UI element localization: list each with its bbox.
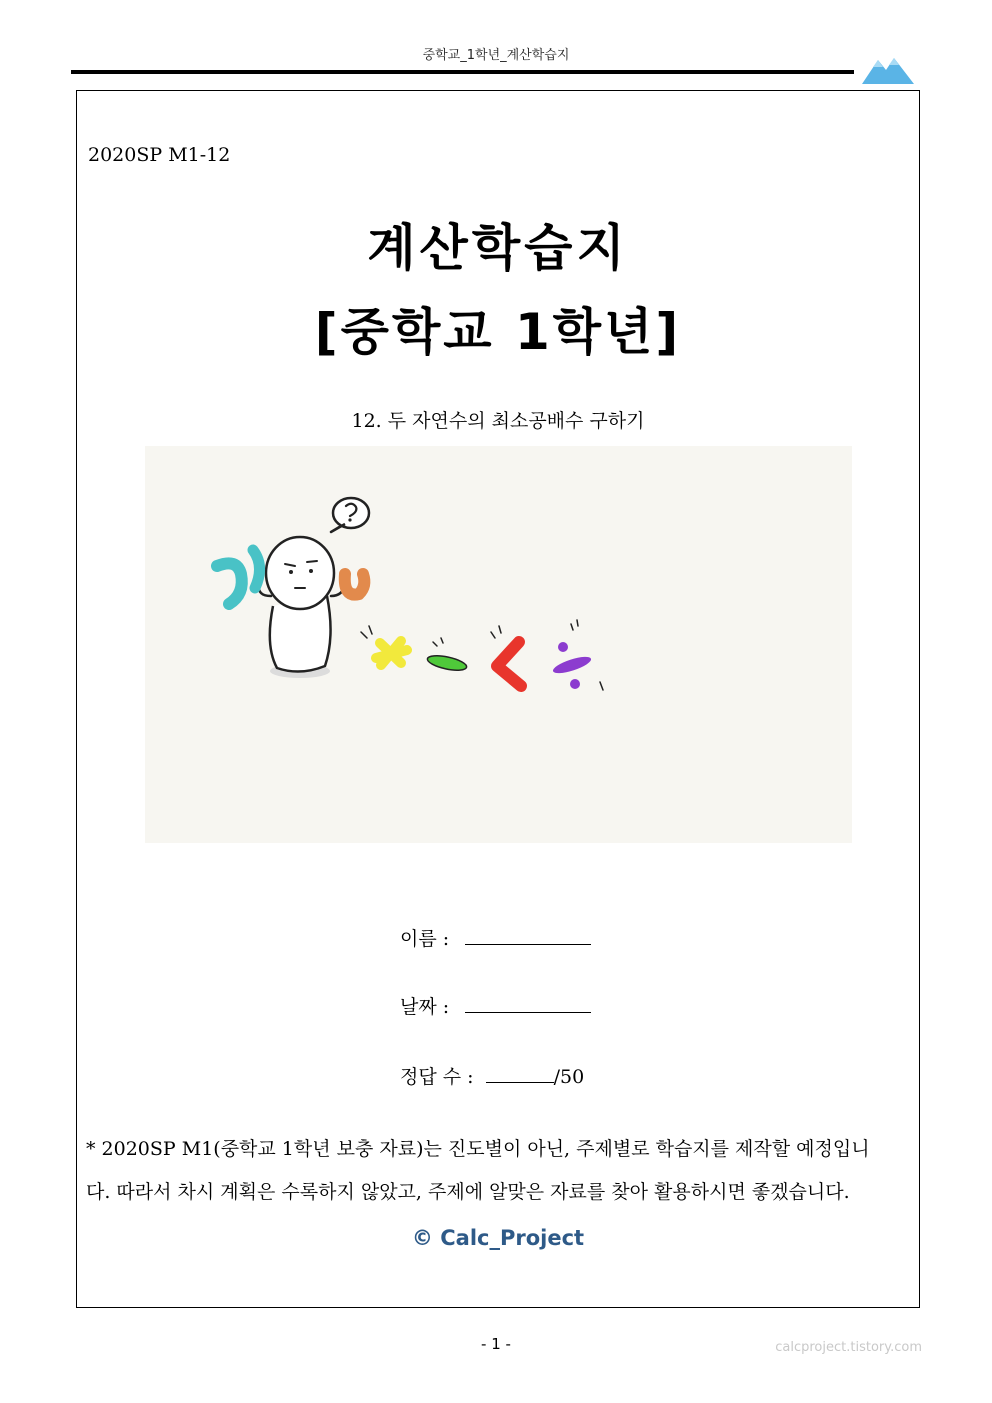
name-row [400, 924, 591, 951]
minus-symbol-icon [426, 638, 468, 673]
site-url[interactable]: calcproject.tistory.com [775, 1340, 922, 1355]
page-number: - 1 - [481, 1335, 511, 1353]
document-subtitle: [중학교 1학년] [314, 303, 682, 361]
document-title: 계산학습지 [367, 219, 629, 277]
name-label: 이름 : [400, 928, 450, 950]
plus-symbol-icon [361, 626, 407, 665]
divide-symbol-icon [551, 620, 603, 690]
mountain-logo [862, 54, 914, 86]
character-figure [259, 537, 345, 672]
header-rule [71, 70, 854, 74]
date-row [400, 992, 591, 1019]
question-bubble-icon [331, 498, 369, 532]
date-blank [465, 994, 591, 1013]
score-total: /50 [553, 1066, 585, 1088]
score-blank [486, 1064, 554, 1083]
name-blank [465, 926, 591, 945]
notice-line-2: 다. 따라서 차시 계획은 수록하지 않았고, 주제에 알맞은 자료를 찾아 활용하시면 좋겠습니다. [86, 1181, 850, 1203]
score-label: 정답 수 : [400, 1066, 474, 1088]
score-row [400, 1062, 584, 1089]
notice-text [86, 1128, 912, 1214]
header-title: 중학교_1학년_계산학습지 [422, 48, 570, 63]
less-than-symbol-icon [491, 626, 521, 686]
document-code: 2020SP M1-12 [88, 144, 231, 166]
topic-heading: 12. 두 자연수의 최소공배수 구하기 [351, 410, 645, 432]
notice-line-1: * 2020SP M1(중학교 1학년 보충 자료)는 진도별이 아닌, 주제별로 학습지를 제작할 예정입니 [86, 1138, 870, 1160]
copyright-label: © Calc_Project [411, 1226, 585, 1250]
date-label: 날짜 : [400, 996, 450, 1018]
cover-illustration [145, 446, 852, 843]
